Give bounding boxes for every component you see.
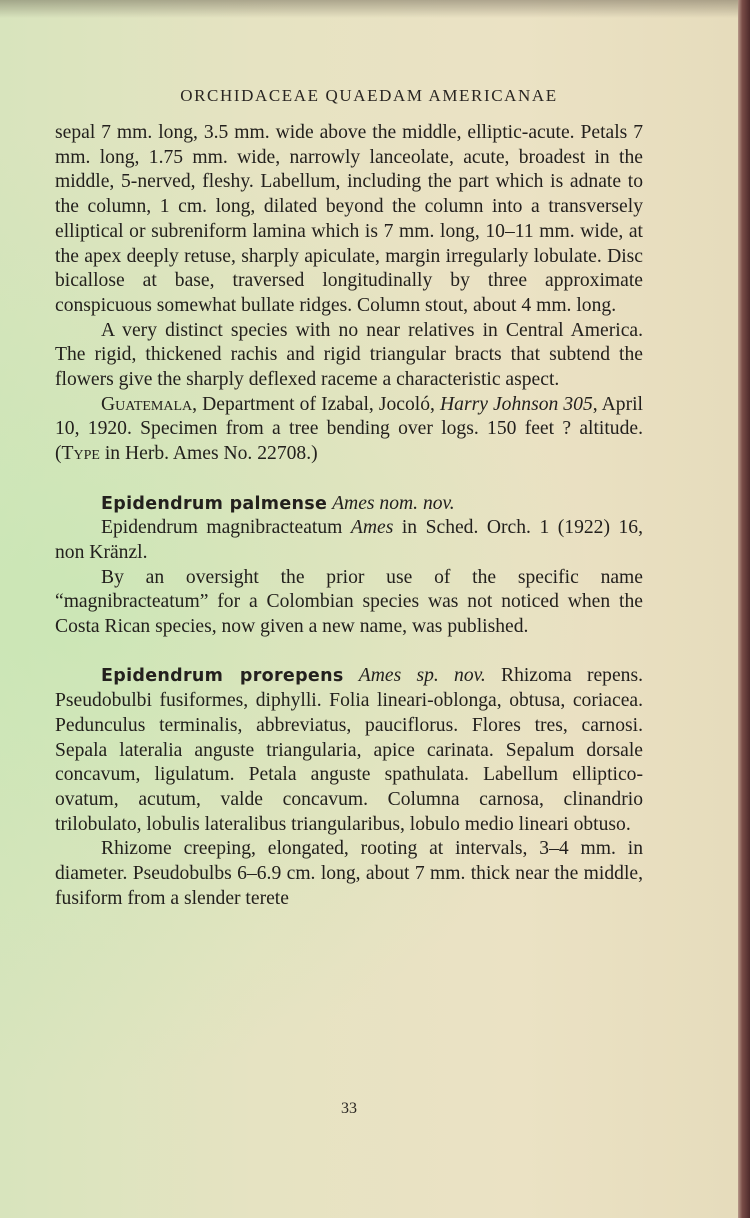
spacer bbox=[55, 640, 643, 665]
running-head: ORCHIDACEAE QUAEDAM AMERICANAE bbox=[180, 86, 558, 105]
top-shadow bbox=[0, 0, 738, 18]
species-heading-prorepens bbox=[55, 664, 643, 837]
synonym-text-2: in Sched. Orch. 1 (1922) 16, non Kränzl. bbox=[55, 517, 643, 563]
species-heading-palmense bbox=[55, 492, 643, 517]
paragraph-note: By an oversight the prior use of the specific name “magnibracteatum” for a Colombian species was not noticed when the Costa Rican species, now given a new name, was published. bbox=[55, 566, 643, 638]
species-author: Ames sp. nov. bbox=[358, 665, 486, 687]
latin-diagnosis: Rhizoma repens. Pseudobulbi fusiformes, diphylli. Folia lineari-oblonga, obtusa, coriacea. Pedunculus terminalis, abbreviatus, pauciflorus. Flores tres, carnosi. Sepala lateralia anguste triangularia, apice carinata. Sepalum dorsale concavum, ligulatum. Petala anguste spathulata. Labellum elliptico-ovatum, acutum, valde concavum. Columna carnosa, clinandrio trilobulato, lobulis lateralibus triangularibus, lobulo medio lineari obtuso. bbox=[55, 665, 643, 835]
specimen-text-1: , Department of Izabal, Jocoló, bbox=[192, 393, 441, 415]
synonym-text-1: Epidendrum magnibracteatum bbox=[101, 517, 351, 539]
species-name: Epidendrum prorepens bbox=[101, 666, 344, 687]
synonym-author: Ames bbox=[350, 517, 394, 539]
paragraph-rhizome: Rhizome creeping, elongated, rooting at intervals, 3–4 mm. in diameter. Pseudobulbs 6–6.9 cm. long, about 7 mm. thick near the middle, fusiform from a slender terete bbox=[55, 838, 643, 909]
paragraph-specimen bbox=[55, 393, 643, 467]
type-word: Type bbox=[61, 443, 100, 465]
species-name: Epidendrum palmense bbox=[101, 493, 328, 514]
body-text bbox=[55, 121, 643, 911]
specimen-text-3: in Herb. Ames No. 22708.) bbox=[99, 443, 318, 465]
species-author: Ames nom. nov. bbox=[332, 492, 455, 514]
page-number: 33 bbox=[341, 1100, 357, 1117]
paragraph-synonym bbox=[55, 516, 643, 565]
collector: Harry Johnson 305 bbox=[440, 393, 593, 415]
page-edge bbox=[738, 0, 750, 1218]
locality: Guatemala bbox=[101, 393, 193, 415]
spacer bbox=[55, 467, 643, 492]
specimen-text-2: , April 10, 1920. Specimen from a tree bending over logs. 150 feet ? altitude. ( bbox=[55, 393, 643, 465]
paragraph-discussion: A very distinct species with no near relatives in Central America. The rigid, thickened rachis and rigid triangular bracts that subtend the flowers give the sharply deflexed raceme a characteristic aspect. bbox=[55, 319, 643, 391]
paragraph-description: sepal 7 mm. long, 3.5 mm. wide above the middle, elliptic-acute. Petals 7 mm. long, 1.75 mm. wide, narrowly lanceolate, acute, broadest in the middle, 5-nerved, fleshy. Labellum, including the part which is adnate to the column, 1 cm. long, dilated beyond the column into a transversely elliptical or subreniform lamina which is 7 mm. long, 10–11 mm. wide, at the apex deeply retuse, sharply apiculate, margin irregularly lobulate. Disc bicallose at base, traversed longitudinally by three approximate conspicuous somewhat bullate ridges. Column stout, about 4 mm. long. bbox=[55, 122, 643, 316]
